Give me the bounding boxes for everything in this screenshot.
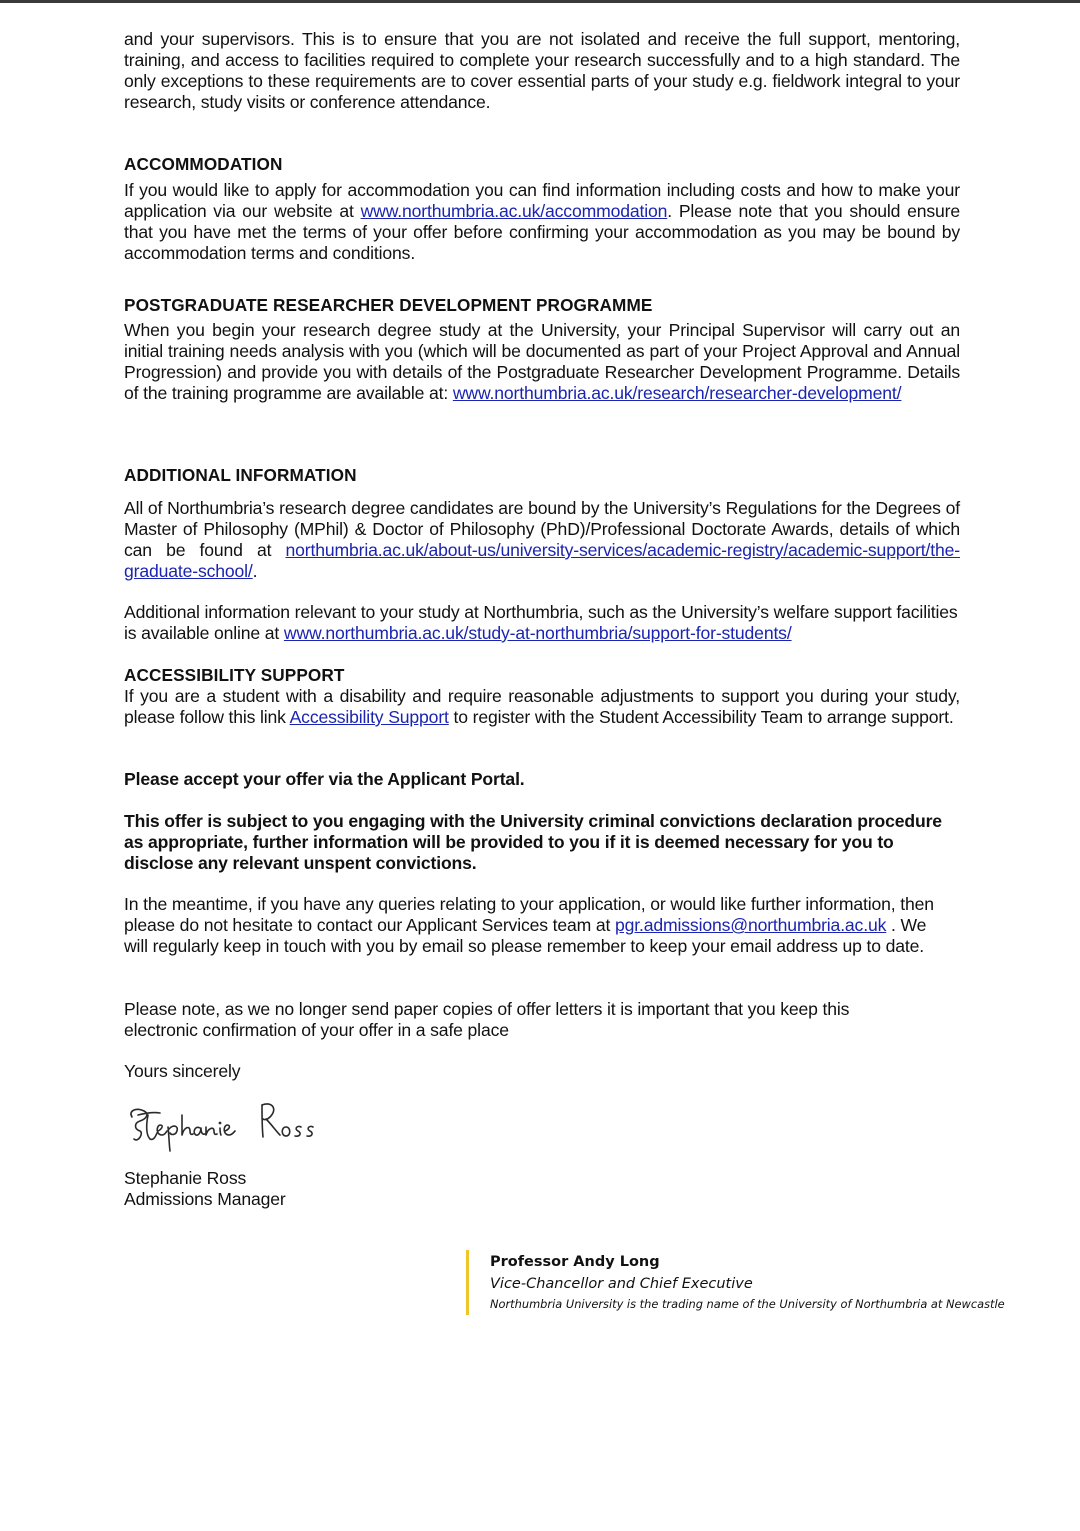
accommodation-link[interactable]: www.northumbria.ac.uk/accommodation [360, 201, 668, 221]
contact-text: In the meantime, if you have any queries relating to your application, or would like further information, then please do not hesitate to contact our Applicant Services team at [124, 894, 934, 935]
heading-accommodation: ACCOMMODATION [124, 154, 283, 174]
accommodation-text-after: . Please note that you should ensure that you have met the terms of your offer before confirming your accommodation as you may be bound by accommodation terms and conditions. [124, 201, 960, 263]
heading-accessibility-support: ACCESSIBILITY SUPPORT [124, 665, 345, 685]
footer-vc-title: Vice-Chancellor and Chief Executive [490, 1276, 753, 1292]
additional-info-paragraph-1 [124, 498, 960, 582]
researcher-development-link[interactable]: www.northumbria.ac.uk/research/researcher-development/ [452, 383, 902, 403]
welfare-text: Additional information relevant to your study at Northumbria, such as the University’s welfare support facilities is available online at [124, 602, 958, 643]
accept-offer-notice: Please accept your offer via the Applicant Portal. [124, 769, 525, 789]
signatory-role: Admissions Manager [124, 1189, 286, 1209]
footer-trading-name-note: Northumbria University is the trading name of the University of Northumbria at Newcastle [490, 1297, 1005, 1311]
heading-additional-information: ADDITIONAL INFORMATION [124, 465, 357, 485]
accessibility-text: If you are a student with a disability and require reasonable adjustments to support you during your study, please follow this link [124, 686, 960, 727]
development-programme-paragraph [124, 320, 960, 404]
handwritten-signature [124, 1095, 334, 1157]
accessibility-support-link[interactable]: Accessibility Support [289, 707, 449, 727]
admissions-email-link[interactable]: pgr.admissions@northumbria.ac.uk [615, 915, 887, 935]
contact-paragraph [124, 894, 944, 957]
signatory-block [124, 1168, 286, 1210]
development-programme-text: When you begin your research degree study at the University, your Principal Supervisor will carry out an initial training needs analysis with you (which will be documented as part of your Project Approval and Annual Progression) and provide you with details of the Postgraduate Researcher Development Programme. Details of the training programme are available at: [124, 320, 960, 403]
accessibility-text-after: to register with the Student Accessibility Team to arrange support. [448, 707, 954, 727]
criminal-convictions-notice: This offer is subject to you engaging with the University criminal convictions declaration procedure as appropriate, further information will be provided to you if it is deemed necessary for you to disclose any relevant unspent convictions. [124, 811, 942, 873]
footer-vc-name: Professor Andy Long [490, 1254, 660, 1270]
graduate-school-link[interactable]: northumbria.ac.uk/about-us/university-services/academic-registry/academic-support/the-graduate-school/ [124, 540, 960, 581]
intro-paragraph: and your supervisors. This is to ensure that you are not isolated and receive the full support, mentoring, training, and access to facilities required to complete your research successfully and to a high standard. The only exceptions to these requirements are to cover essential parts of your study e.g. fieldwork integral to your research, study visits or conference attendance. [124, 29, 960, 112]
footer-accent-bar [466, 1250, 469, 1315]
closing-salutation: Yours sincerely [124, 1061, 241, 1081]
regulations-text: All of Northumbria’s research degree candidates are bound by the University’s Regulations for the Degrees of Master of Philosophy (MPhil) & Doctor of Philosophy (PhD)/Professional Doctorate Awards, details of which can be found at [124, 498, 960, 560]
additional-info-paragraph-2 [124, 602, 960, 644]
period: . [252, 561, 258, 581]
contact-text-after: . We will regularly keep in touch with you by email so please remember to keep your email address up to date. [124, 915, 927, 956]
letter-footer [490, 1251, 1005, 1313]
signatory-name: Stephanie Ross [124, 1168, 247, 1188]
top-border-rule [0, 0, 1080, 3]
accessibility-paragraph [124, 686, 960, 728]
support-for-students-link[interactable]: www.northumbria.ac.uk/study-at-northumbria/support-for-students/ [283, 623, 792, 643]
paper-copies-note: Please note, as we no longer send paper copies of offer letters it is important that you keep this electronic confirmation of your offer in a safe place [124, 999, 850, 1040]
accommodation-paragraph [124, 180, 960, 264]
accommodation-text: If you would like to apply for accommodation you can find information including costs and how to make your application via our website at [124, 180, 960, 221]
heading-development-programme: POSTGRADUATE RESEARCHER DEVELOPMENT PROGRAMME [124, 295, 653, 315]
